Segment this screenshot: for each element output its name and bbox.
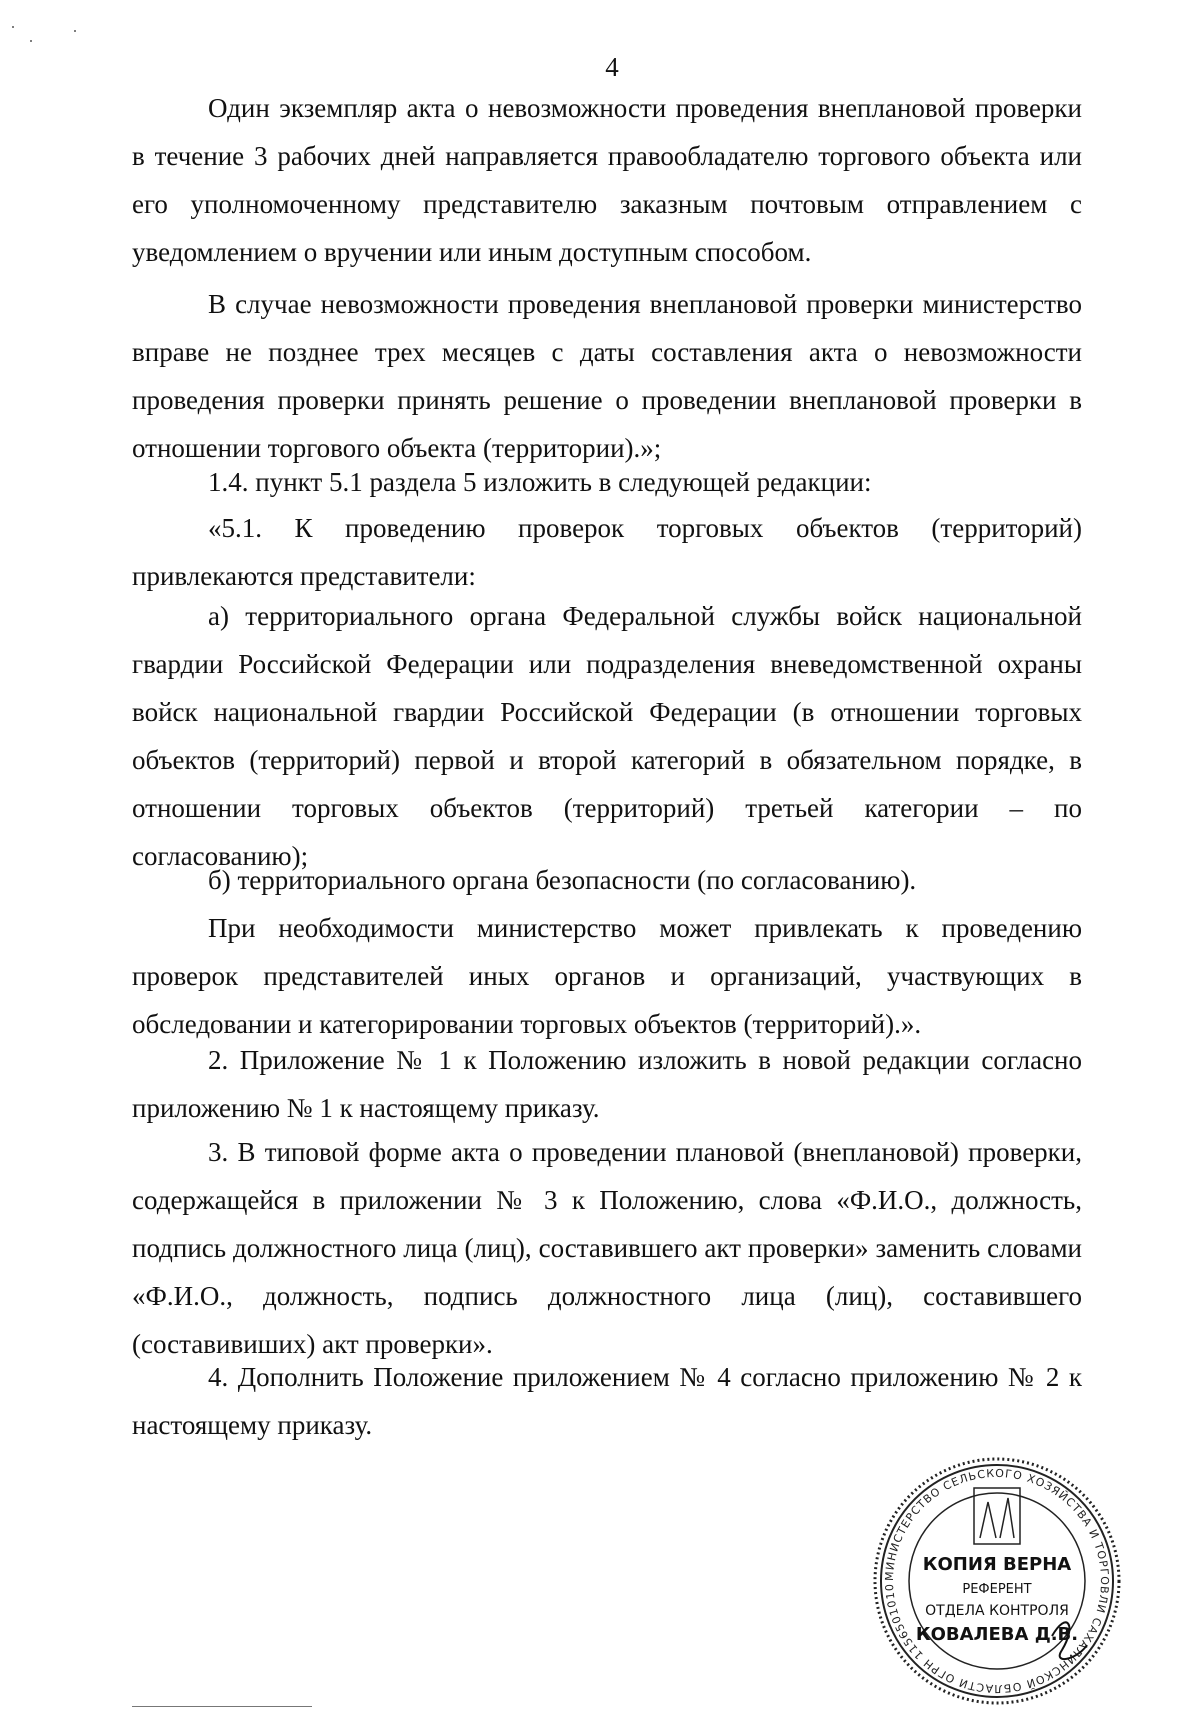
paragraph-item-5-1: «5.1. К проведению проверок торговых объектов (территорий) привлекаются представители:	[132, 513, 1082, 591]
paragraph-impossibility: В случае невозможности проведения внеплановой проверки министерство вправе не позднее трех месяцев с даты составления акта о невозможности проведения проверки принять решение о проведении внеплановой проверки в отношении торгового объекта (территории).»;	[132, 289, 1082, 463]
paragraph-item-1-4: 1.4. пункт 5.1 раздела 5 изложить в следующей редакции:	[208, 467, 872, 497]
page-number: 4	[605, 52, 619, 82]
paragraph-subitem-b: б) территориального органа безопасности (по согласованию).	[208, 865, 917, 895]
certification-stamp	[862, 1450, 1132, 1712]
stamp-line-referent: РЕФЕРЕНТ	[962, 1582, 1032, 1597]
stamp-line-copy-true: КОПИЯ ВЕРНА	[922, 1554, 1072, 1575]
paragraph-subitem-a: а) территориального органа Федеральной службы войск национальной гвардии Российской Федерации или подразделения вневедомственной охраны войск национальной гвардии Российской Федерации (в отношении торговых объектов (территорий) первой и второй категорий в обязательном порядке, в отношении торговых объектов (территорий) третьей категории – по согласованию);	[132, 601, 1082, 871]
paragraph-item-3: 3. В типовой форме акта о проведении плановой (внеплановой) проверки, содержащейся в приложении № 3 к Положению, слова «Ф.И.О., должность, подпись должностного лица (лиц), составившего акт проверки» заменить словами «Ф.И.О., должность, подпись должностного лица (лиц), составившего (составивиших) акт проверки».	[132, 1137, 1082, 1359]
svg-text:МИНИСТЕРСТВО СЕЛЬСКОГО ХОЗЯЙСТ	[883, 1467, 1111, 1695]
stamp-line-name: КОВАЛЕВА Д.В.	[915, 1624, 1079, 1645]
paragraph-item-4: 4. Дополнить Положение приложением № 4 согласно приложению № 2 к настоящему приказу.	[132, 1362, 1082, 1440]
paragraph-item-2: 2. Приложение № 1 к Положению изложить в новой редакции согласно приложению № 1 к настоящему приказу.	[132, 1045, 1082, 1123]
scan-speck	[74, 30, 76, 32]
paragraph-if-necessary: При необходимости министерство может привлекать к проведению проверок представителей иных органов и организаций, участвующих в обследовании и категорировании торговых объектов (территорий).».	[132, 913, 1082, 1039]
paragraph-act-copy: Один экземпляр акта о невозможности проведения внеплановой проверки в течение 3 рабочих дней направляется правообладателю торгового объекта или его уполномоченному представителю заказным почтовым отправлением с уведомлением о вручении или иным доступным способом.	[132, 93, 1082, 267]
scan-footer-line	[132, 1706, 312, 1707]
scan-speck	[30, 40, 32, 42]
stamp-ring-text: МИНИСТЕРСТВО СЕЛЬСКОГО ХОЗЯЙСТВА И ТОРГОВЛИ САХАЛИНСКОЙ ОБЛАСТИ ОГРН 1156501010	[882, 1466, 1112, 1696]
scan-speck	[12, 26, 14, 28]
stamp-line-control-dept: ОТДЕЛА КОНТРОЛЯ	[925, 1603, 1069, 1619]
